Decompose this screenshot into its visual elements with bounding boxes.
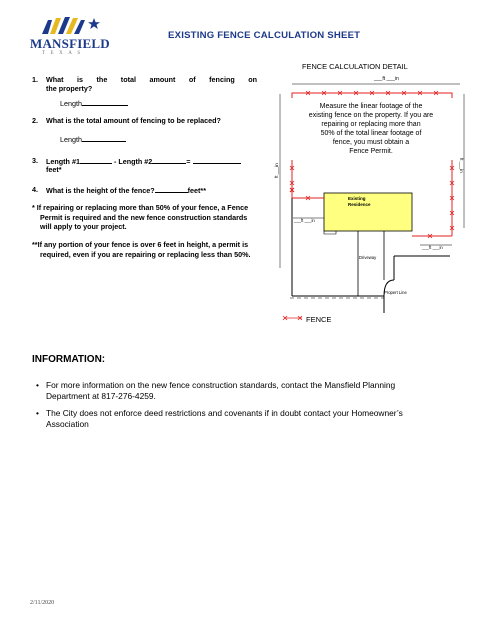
diagram-dimension-right-small: ___ft ___in <box>422 245 443 250</box>
info-bullet-deed-restrictions <box>36 408 461 432</box>
legend-fence-label: FENCE <box>306 315 332 324</box>
question-2-text: What is the total amount of fencing to be replaced? <box>46 116 221 125</box>
driveway-outline <box>358 226 384 296</box>
question-2-number: 2. <box>32 116 38 125</box>
mansfield-logo-icon <box>40 14 106 36</box>
info-bullet-1-line-1: For more information on the new fence construction standards, contact the Mansfield Planning <box>46 380 396 390</box>
question-3-number: 3. <box>32 156 38 165</box>
page-title: EXISTING FENCE CALCULATION SHEET <box>168 30 361 41</box>
question-3-equals: = <box>186 157 191 166</box>
callout-line-5: fence, you must obtain a <box>332 139 410 146</box>
question-2-length-label: Length <box>60 135 82 144</box>
fence-calculation-diagram <box>272 58 472 336</box>
note-2-line-2: required, even if you are repairing or replacing less than 50%. <box>40 249 251 259</box>
house-shape <box>324 193 412 231</box>
callout-line-1: Measure the linear footage of the <box>319 103 423 110</box>
question-2-length-input[interactable] <box>82 134 126 142</box>
question-4-unit: feet** <box>187 186 207 195</box>
question-1-length-label: Length <box>60 99 82 108</box>
question-1-text: What is the total amount of fencing on <box>46 75 257 84</box>
callout-line-4: 50% of the total linear footage of <box>320 130 422 137</box>
callout-line-6: Fence Permit. <box>349 148 393 155</box>
question-3-length1-label: Length #1 <box>46 157 80 166</box>
diagram-house-label-line1: Existing <box>348 196 366 201</box>
note-height-over-6ft <box>32 240 282 259</box>
question-3-result-input[interactable] <box>193 156 241 164</box>
question-3-length1-input[interactable] <box>80 156 112 164</box>
question-4-text: What is the height of the fence? <box>46 186 155 195</box>
info-bullet-1-line-2: Department at 817-276-4259. <box>46 391 156 401</box>
legend-fence-icon <box>283 316 302 320</box>
note-1-line-3: will apply to your project. <box>40 222 127 231</box>
logo-wordmark: MANSFIELD <box>30 36 110 51</box>
question-3-length2-label: - Length #2 <box>113 157 153 166</box>
diagram-right-dimension: ft ___in <box>459 158 464 173</box>
note-2-line-1: **If any portion of your fence is over 6 feet in height, a permit is <box>32 240 249 249</box>
bullet-marker: • <box>36 380 39 390</box>
question-3-length2-input[interactable] <box>152 156 186 164</box>
logo-subtext: TEXAS <box>42 51 86 56</box>
information-heading: INFORMATION: <box>32 354 106 365</box>
footer-date: 2/11/2020 <box>30 600 55 606</box>
note-1-line-1: * If repairing or replacing more than 50% of your fence, a Fence <box>32 203 249 212</box>
diagram-property-line-label: Propert Line <box>384 290 407 295</box>
question-4-number: 4. <box>32 185 38 194</box>
diagram-house-label-line2: Residence <box>348 202 371 207</box>
house-step <box>324 231 336 234</box>
question-1-number: 1. <box>32 75 38 84</box>
question-2-length <box>60 134 126 144</box>
diagram-left-dimension: ft ___in <box>274 163 279 178</box>
diagram-driveway-label: Driveway <box>359 255 377 260</box>
question-2 <box>32 116 272 126</box>
info-bullet-2-line-1: The City does not enforce deed restrictions and covenants if in doubt contact your Homeowner’s <box>46 408 403 418</box>
bullet-marker: • <box>36 408 39 418</box>
question-1-text-line2: the property? <box>46 84 93 93</box>
callout-line-3: repairing or replacing more than <box>321 121 421 128</box>
info-bullet-planning <box>36 380 461 404</box>
question-3 <box>32 156 272 176</box>
note-permit-50-percent <box>32 203 277 232</box>
info-bullet-2-line-2: Association <box>46 419 89 429</box>
question-3-unit: feet* <box>46 165 62 174</box>
callout-line-2: existing fence on the property. If you are <box>308 112 434 119</box>
diagram-top-dimension: ___ft ___in <box>374 76 399 82</box>
question-1-length-input[interactable] <box>82 98 128 106</box>
diagram-dimension-left-small: ___ft ___in <box>294 218 315 223</box>
note-1-line-2: Permit is required and the new fence construction standards <box>40 212 248 222</box>
question-1-length <box>60 98 128 108</box>
question-4-height-input[interactable] <box>155 185 188 193</box>
question-4 <box>32 185 272 195</box>
diagram-title: FENCE CALCULATION DETAIL <box>302 62 408 71</box>
